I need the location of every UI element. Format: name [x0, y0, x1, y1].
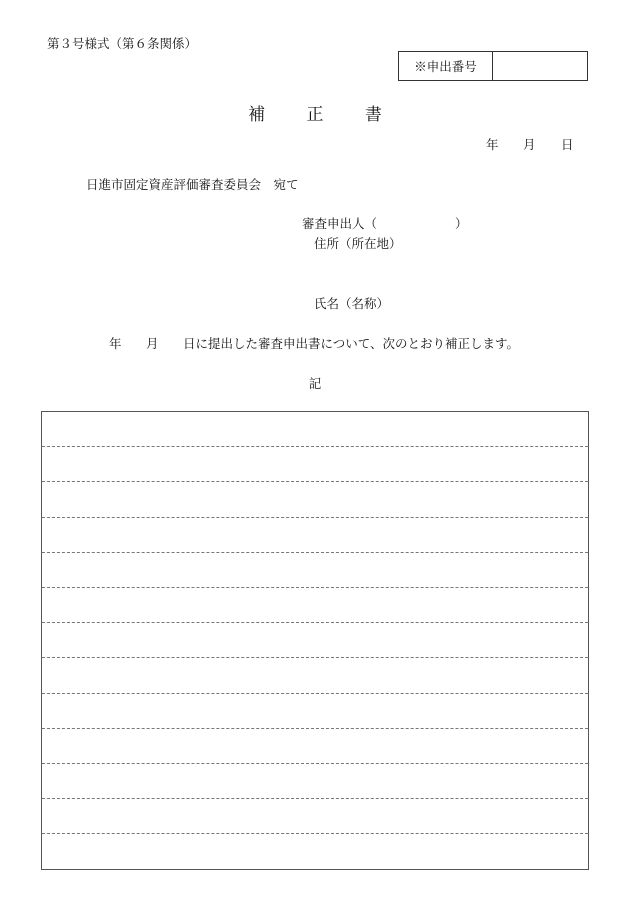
writing-line[interactable]: [42, 588, 588, 623]
correction-content-box[interactable]: [41, 411, 589, 870]
addressee: 日進市固定資産評価審査委員会 宛て: [86, 177, 299, 192]
writing-line[interactable]: [42, 799, 588, 834]
statement-text: 日に提出した審査申出書について、次のとおり補正します。: [183, 336, 520, 351]
writing-line[interactable]: [42, 764, 588, 799]
writing-line[interactable]: [42, 834, 588, 869]
title-char: 補: [248, 105, 266, 125]
writing-line[interactable]: [42, 729, 588, 764]
name-label: 氏名（名称）: [314, 296, 390, 311]
writing-line[interactable]: [42, 412, 588, 447]
date-year-label: 年: [486, 137, 499, 152]
applicant-label: 審査申出人（: [302, 216, 378, 231]
statement-year: 年: [109, 336, 122, 351]
applicant-close: ）: [455, 216, 468, 231]
title-char: 書: [364, 105, 382, 125]
application-number-box: [398, 51, 588, 81]
writing-line[interactable]: [42, 482, 588, 517]
date-month-label: 月: [523, 137, 536, 152]
writing-line[interactable]: [42, 658, 588, 693]
statement-month: 月: [146, 336, 159, 351]
writing-line[interactable]: [42, 447, 588, 482]
applicant-line: [302, 214, 468, 232]
form-number: 第３号様式（第６条関係）: [47, 36, 198, 51]
title-char: 正: [306, 105, 324, 125]
writing-line[interactable]: [42, 518, 588, 553]
application-number-label: ※申出番号: [399, 52, 493, 80]
address-label: 住所（所在地）: [314, 236, 402, 251]
writing-line[interactable]: [42, 553, 588, 588]
document-title: [0, 100, 630, 125]
application-number-field[interactable]: [493, 52, 587, 80]
writing-line[interactable]: [42, 623, 588, 658]
ki-heading: 記: [308, 376, 322, 391]
date-day-label: 日: [561, 137, 574, 152]
writing-line[interactable]: [42, 694, 588, 729]
